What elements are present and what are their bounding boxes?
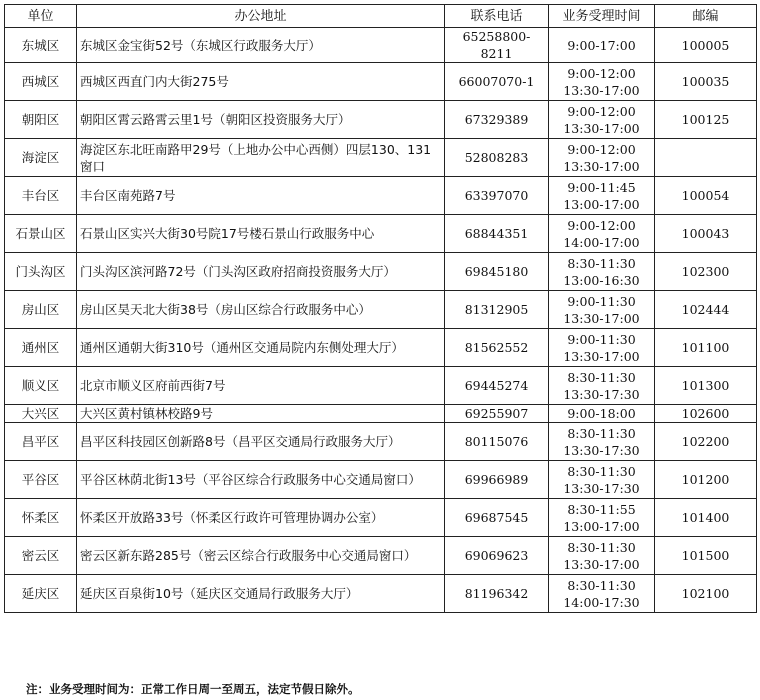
cell-unit: 通州区 <box>5 329 77 367</box>
table-row <box>5 177 757 215</box>
cell-unit: 东城区 <box>5 28 77 63</box>
cell-hours <box>549 423 655 461</box>
header-address: 办公地址 <box>77 5 445 28</box>
cell-zip: 100054 <box>655 177 757 215</box>
cell-unit: 石景山区 <box>5 215 77 253</box>
cell-phone: 81312905 <box>445 291 549 329</box>
cell-address: 门头沟区滨河路72号（门头沟区政府招商投资服务大厅） <box>77 253 445 291</box>
cell-address: 昌平区科技园区创新路8号（昌平区交通局行政服务大厅） <box>77 423 445 461</box>
hours-morning: 8:30-11:30 <box>567 369 636 385</box>
table-row <box>5 499 757 537</box>
hours-afternoon: 13:30-17:00 <box>563 556 640 572</box>
table-row <box>5 329 757 367</box>
hours-morning: 8:30-11:30 <box>567 463 636 479</box>
table-row <box>5 253 757 291</box>
cell-hours <box>549 177 655 215</box>
hours-morning: 9:00-12:00 <box>567 141 636 157</box>
hours-morning: 8:30-11:55 <box>567 501 636 517</box>
cell-address: 北京市顺义区府前西街7号 <box>77 367 445 405</box>
header-hours: 业务受理时间 <box>549 5 655 28</box>
table-row <box>5 215 757 253</box>
hours-afternoon: 13:30-17:30 <box>563 442 640 458</box>
cell-unit: 海淀区 <box>5 139 77 177</box>
cell-phone: 52808283 <box>445 139 549 177</box>
table-row <box>5 367 757 405</box>
cell-phone: 63397070 <box>445 177 549 215</box>
table-row <box>5 291 757 329</box>
cell-zip: 101400 <box>655 499 757 537</box>
cell-unit: 昌平区 <box>5 423 77 461</box>
hours-morning: 9:00-11:30 <box>567 331 636 347</box>
cell-hours <box>549 139 655 177</box>
table-row <box>5 537 757 575</box>
cell-address: 房山区昊天北大街38号（房山区综合行政服务中心） <box>77 291 445 329</box>
cell-phone: 68844351 <box>445 215 549 253</box>
table-row <box>5 101 757 139</box>
cell-address: 朝阳区霄云路霄云里1号（朝阳区投资服务大厅） <box>77 101 445 139</box>
hours-afternoon: 13:30-17:00 <box>563 158 640 174</box>
cell-zip: 102200 <box>655 423 757 461</box>
cell-unit: 西城区 <box>5 63 77 101</box>
cell-unit: 大兴区 <box>5 405 77 423</box>
cell-hours <box>549 461 655 499</box>
hours-afternoon: 13:30-17:30 <box>563 480 640 496</box>
hours-afternoon: 13:30-17:00 <box>563 120 640 136</box>
cell-phone: 69966989 <box>445 461 549 499</box>
table-row <box>5 405 757 423</box>
hours-afternoon: 13:30-17:30 <box>563 386 640 402</box>
cell-zip: 101300 <box>655 367 757 405</box>
table-row <box>5 423 757 461</box>
cell-zip: 100035 <box>655 63 757 101</box>
cell-phone: 69069623 <box>445 537 549 575</box>
hours-morning: 8:30-11:30 <box>567 539 636 555</box>
cell-phone: 69845180 <box>445 253 549 291</box>
hours-morning: 9:00-18:00 <box>567 406 636 421</box>
hours-morning: 8:30-11:30 <box>567 255 636 271</box>
cell-hours <box>549 537 655 575</box>
cell-address: 怀柔区开放路33号（怀柔区行政许可管理协调办公室） <box>77 499 445 537</box>
footnote: 注：业务受理时间为：正常工作日周一至周五，法定节假日除外。 <box>26 682 360 696</box>
cell-address: 西城区西直门内大街275号 <box>77 63 445 101</box>
cell-zip: 101100 <box>655 329 757 367</box>
cell-hours <box>549 215 655 253</box>
cell-hours <box>549 329 655 367</box>
hours-afternoon: 14:00-17:30 <box>563 594 640 610</box>
hours-morning: 9:00-11:30 <box>567 293 636 309</box>
cell-hours <box>549 28 655 63</box>
cell-phone: 81196342 <box>445 575 549 613</box>
cell-unit: 顺义区 <box>5 367 77 405</box>
cell-hours <box>549 405 655 423</box>
cell-phone: 65258800-8211 <box>445 28 549 63</box>
table-row <box>5 461 757 499</box>
hours-afternoon: 13:30-17:00 <box>563 348 640 364</box>
cell-zip: 101500 <box>655 537 757 575</box>
cell-address: 大兴区黄村镇林校路9号 <box>77 405 445 423</box>
table-row <box>5 575 757 613</box>
table-row <box>5 63 757 101</box>
hours-morning: 9:00-12:00 <box>567 65 636 81</box>
cell-zip: 100125 <box>655 101 757 139</box>
cell-phone: 69687545 <box>445 499 549 537</box>
cell-address: 延庆区百泉街10号（延庆区交通局行政服务大厅） <box>77 575 445 613</box>
cell-address: 海淀区东北旺南路甲29号（上地办公中心西侧）四层130、131窗口 <box>77 139 445 177</box>
cell-address: 密云区新东路285号（密云区综合行政服务中心交通局窗口） <box>77 537 445 575</box>
cell-unit: 密云区 <box>5 537 77 575</box>
cell-zip <box>655 139 757 177</box>
header-zip: 邮编 <box>655 5 757 28</box>
cell-hours <box>549 291 655 329</box>
cell-zip: 100005 <box>655 28 757 63</box>
cell-address: 平谷区林荫北街13号（平谷区综合行政服务中心交通局窗口） <box>77 461 445 499</box>
cell-unit: 平谷区 <box>5 461 77 499</box>
cell-hours <box>549 367 655 405</box>
hours-afternoon: 13:30-17:00 <box>563 82 640 98</box>
header-unit: 单位 <box>5 5 77 28</box>
cell-unit: 延庆区 <box>5 575 77 613</box>
cell-phone: 80115076 <box>445 423 549 461</box>
table-body <box>5 28 757 613</box>
cell-phone: 66007070-1 <box>445 63 549 101</box>
cell-address: 东城区金宝街52号（东城区行政服务大厅） <box>77 28 445 63</box>
cell-hours <box>549 499 655 537</box>
table-row <box>5 28 757 63</box>
hours-afternoon: 13:30-17:00 <box>563 310 640 326</box>
cell-phone: 69255907 <box>445 405 549 423</box>
cell-zip: 102300 <box>655 253 757 291</box>
hours-morning: 9:00-11:45 <box>567 179 636 195</box>
cell-address: 丰台区南苑路7号 <box>77 177 445 215</box>
cell-phone: 81562552 <box>445 329 549 367</box>
office-table <box>4 4 757 613</box>
hours-afternoon: 13:00-16:30 <box>563 272 640 288</box>
cell-hours <box>549 253 655 291</box>
hours-morning: 9:00-17:00 <box>567 37 636 53</box>
cell-unit: 房山区 <box>5 291 77 329</box>
cell-unit: 怀柔区 <box>5 499 77 537</box>
cell-address: 石景山区实兴大街30号院17号楼石景山行政服务中心 <box>77 215 445 253</box>
hours-afternoon: 13:00-17:00 <box>563 196 640 212</box>
hours-morning: 9:00-12:00 <box>567 217 636 233</box>
cell-zip: 102444 <box>655 291 757 329</box>
cell-address: 通州区通朝大街310号（通州区交通局院内东侧处理大厅） <box>77 329 445 367</box>
cell-hours <box>549 101 655 139</box>
cell-hours <box>549 575 655 613</box>
cell-unit: 朝阳区 <box>5 101 77 139</box>
table-row <box>5 139 757 177</box>
cell-zip: 102100 <box>655 575 757 613</box>
cell-zip: 101200 <box>655 461 757 499</box>
hours-morning: 8:30-11:30 <box>567 425 636 441</box>
cell-hours <box>549 63 655 101</box>
hours-morning: 8:30-11:30 <box>567 577 636 593</box>
header-row <box>5 5 757 28</box>
cell-phone: 69445274 <box>445 367 549 405</box>
hours-morning: 9:00-12:00 <box>567 103 636 119</box>
cell-unit: 丰台区 <box>5 177 77 215</box>
cell-unit: 门头沟区 <box>5 253 77 291</box>
hours-afternoon: 13:00-17:00 <box>563 518 640 534</box>
header-phone: 联系电话 <box>445 5 549 28</box>
cell-zip: 102600 <box>655 405 757 423</box>
cell-phone: 67329389 <box>445 101 549 139</box>
hours-afternoon: 14:00-17:00 <box>563 234 640 250</box>
cell-zip: 100043 <box>655 215 757 253</box>
